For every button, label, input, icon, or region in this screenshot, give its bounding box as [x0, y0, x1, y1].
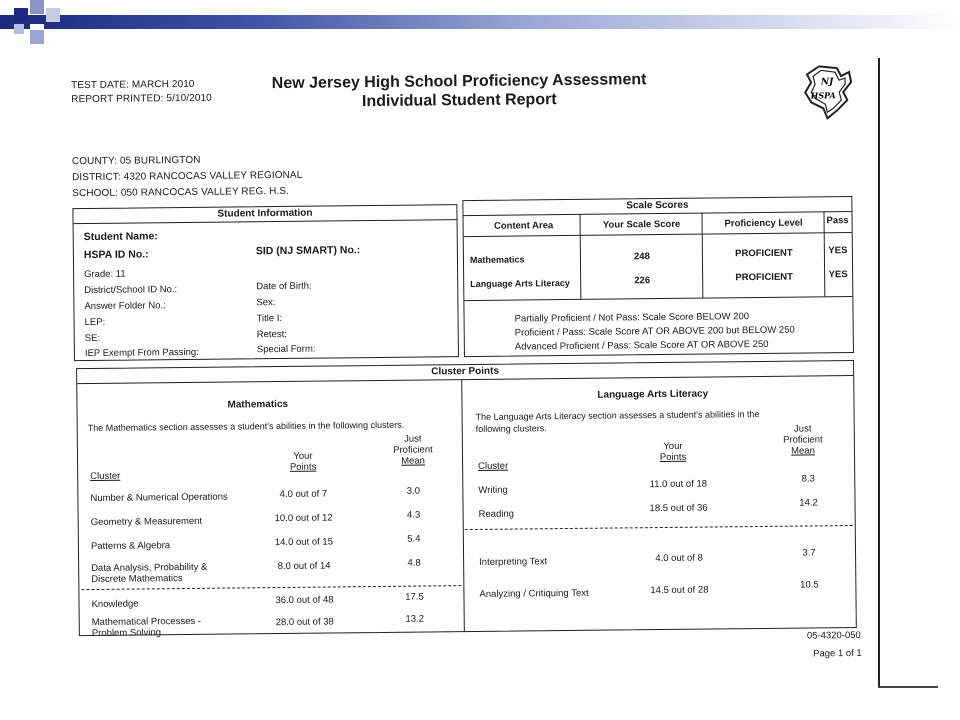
lal-title: Language Arts Literacy — [597, 388, 709, 401]
lal-col-your — [638, 441, 708, 464]
math-row-points: 36.0 out of 48 — [275, 594, 334, 607]
scale-row-pass: YES — [828, 269, 848, 281]
math-row-points: 8.0 out of 14 — [277, 560, 331, 573]
math-row-cluster-line1: Data Analysis, Probability & — [91, 561, 208, 574]
scale-scores-heading: Scale Scores — [463, 197, 851, 216]
scan-edge-line — [878, 686, 938, 688]
lal-row-mean: 14.2 — [799, 497, 818, 509]
student-report-document — [59, 48, 885, 672]
report-printed: REPORT PRINTED: 5/10/2010 — [71, 92, 212, 106]
scale-row-level: PROFICIENT — [735, 271, 793, 284]
scale-legend-line: Partially Proficient / Not Pass: Scale Score BELOW 200 — [514, 311, 750, 325]
lep-label: LEP: — [84, 316, 106, 329]
scale-row-area: Mathematics — [469, 254, 525, 266]
page-number: Page 1 of 1 — [813, 647, 862, 660]
title1-label: Title I: — [256, 312, 283, 325]
col-your-scale-score: Your Scale Score — [602, 218, 681, 231]
math-row-cluster: Number & Numerical Operations — [90, 491, 228, 505]
math-row-cluster-line2: Discrete Mathematics — [91, 573, 183, 585]
student-name-label: Student Name: — [83, 230, 158, 244]
grid-line — [464, 232, 852, 237]
lal-col-your-line2: Points — [659, 451, 687, 464]
student-information-box — [72, 204, 459, 361]
lal-row-mean: 10.5 — [800, 579, 819, 591]
math-col-just-proficient — [378, 433, 448, 467]
lal-description-line1: The Language Arts Literacy section assesses a student's abilities in the — [475, 408, 760, 422]
hspa-id-label: HSPA ID No.: — [83, 248, 149, 262]
grade-label: Grade: 11 — [84, 268, 126, 281]
math-row-mean: 4.3 — [406, 509, 421, 521]
math-col-just-line3: Mean — [401, 455, 425, 467]
district-school-id-label: District/School ID No.: — [84, 284, 178, 297]
deco-square — [14, 24, 24, 34]
county: COUNTY: 05 BURLINGTON — [71, 154, 201, 168]
lal-row-cluster: Writing — [478, 484, 508, 496]
scale-row-pass: YES — [828, 245, 848, 257]
lal-row-cluster: Analyzing / Critiquing Text — [479, 587, 589, 600]
math-row-cluster — [91, 562, 207, 585]
scale-legend-line: Proficient / Pass: Scale Score AT OR ABOVE 200 but BELOW 250 — [514, 324, 795, 339]
math-col-just-line2: Proficient — [393, 444, 433, 456]
math-row-mean: 17.5 — [405, 591, 424, 603]
special-form-label: Special Form: — [256, 343, 316, 356]
deco-square — [30, 30, 44, 44]
math-row-mean: 5.4 — [407, 533, 421, 545]
math-row-points: 28.0 out of 38 — [275, 616, 334, 629]
math-row-cluster: Patterns & Algebra — [90, 540, 171, 553]
lal-row-mean: 3.7 — [802, 547, 816, 559]
district: DISTRICT: 4320 RANCOCAS VALLEY REGIONAL — [72, 169, 303, 184]
nj-hspa-logo — [797, 62, 858, 123]
scale-row-level: PROFICIENT — [735, 247, 793, 260]
math-section-dashed-divider — [81, 585, 461, 590]
report-title-line1: New Jersey High School Proficiency Assessment — [271, 71, 647, 93]
lal-row-points: 18.5 out of 36 — [649, 502, 708, 515]
scale-row-area: Language Arts Literacy — [470, 277, 570, 290]
lal-row-cluster: Reading — [478, 508, 515, 520]
sid-label: SID (NJ SMART) No.: — [255, 244, 361, 258]
deco-square — [14, 8, 28, 22]
col-pass: Pass — [826, 215, 849, 227]
lal-row-points: 4.0 out of 8 — [655, 552, 703, 565]
lal-col-your-line1: Your — [663, 440, 683, 453]
lal-col-cluster: Cluster — [478, 460, 509, 472]
lal-section-dashed-divider — [465, 525, 853, 530]
cluster-points-heading: Cluster Points — [77, 361, 853, 384]
report-code: 05-4320-050 — [806, 629, 861, 642]
math-row-cluster — [92, 616, 202, 639]
lal-col-just-line2: Proficient — [782, 434, 823, 446]
math-col-cluster: Cluster — [90, 470, 121, 483]
col-content-area: Content Area — [493, 220, 554, 232]
report-title — [259, 70, 659, 112]
report-title-line2: Individual Student Report — [361, 91, 557, 111]
scale-scores-box — [462, 196, 854, 357]
dob-label: Date of Birth: — [256, 280, 312, 293]
iep-label: IEP Exempt From Passing: — [84, 346, 199, 360]
math-description: The Mathematics section assesses a student's abilities in the following clusters. — [87, 419, 405, 434]
math-row-points: 4.0 out of 7 — [279, 488, 328, 501]
retest-label: Retest: — [256, 328, 287, 341]
lal-row-points: 11.0 out of 18 — [649, 478, 708, 491]
se-label: SE: — [84, 332, 101, 345]
section-divider — [461, 379, 465, 631]
math-title: Mathematics — [227, 398, 289, 411]
scale-row-score: 226 — [634, 275, 651, 287]
math-col-your-line2: Points — [289, 461, 317, 473]
answer-folder-label: Answer Folder No.: — [84, 300, 166, 313]
sex-label: Sex: — [256, 297, 276, 309]
grid-line — [464, 296, 852, 301]
math-row-mean: 13.2 — [405, 613, 425, 625]
math-row-cluster-line2: Problem Solving — [91, 627, 162, 639]
math-row-cluster: Geometry & Measurement — [90, 515, 203, 529]
lal-col-just-line1: Just — [793, 423, 812, 435]
math-row-points: 14.0 out of 15 — [274, 536, 334, 549]
lal-row-cluster: Interpreting Text — [479, 556, 548, 568]
school: SCHOOL: 050 RANCOCAS VALLEY REG. H.S. — [72, 185, 290, 200]
math-row-points: 10.0 out of 12 — [274, 512, 333, 525]
logo-text-hspa: HSPA — [810, 90, 836, 101]
math-row-cluster-line1: Mathematical Processes - — [91, 615, 202, 628]
lal-col-just-line3: Mean — [791, 445, 815, 457]
math-row-mean: 3.0 — [406, 485, 421, 497]
math-col-just-line1: Just — [404, 433, 422, 445]
student-information-heading: Student Information — [73, 205, 456, 224]
math-row-cluster: Knowledge — [91, 598, 139, 610]
deco-square — [30, 0, 44, 14]
lal-col-just-proficient — [768, 423, 838, 457]
math-col-your — [268, 450, 338, 473]
lal-description — [476, 408, 760, 435]
lal-description-line2: following clusters. — [475, 423, 547, 434]
scale-legend-line: Advanced Proficient / Pass: Scale Score AT OR ABOVE 250 — [514, 338, 769, 353]
logo-text-nj: NJ — [820, 77, 834, 88]
slide-header-band — [0, 15, 960, 29]
col-proficiency-level: Proficiency Level — [724, 217, 803, 230]
scale-row-score: 248 — [633, 251, 650, 263]
test-date: TEST DATE: MARCH 2010 — [71, 78, 195, 92]
deco-square — [46, 8, 60, 22]
math-col-your-line1: Your — [293, 450, 313, 462]
lal-row-points: 14.5 out of 28 — [650, 584, 709, 597]
lal-row-mean: 8.3 — [801, 473, 815, 485]
math-row-mean: 4.8 — [407, 557, 421, 569]
